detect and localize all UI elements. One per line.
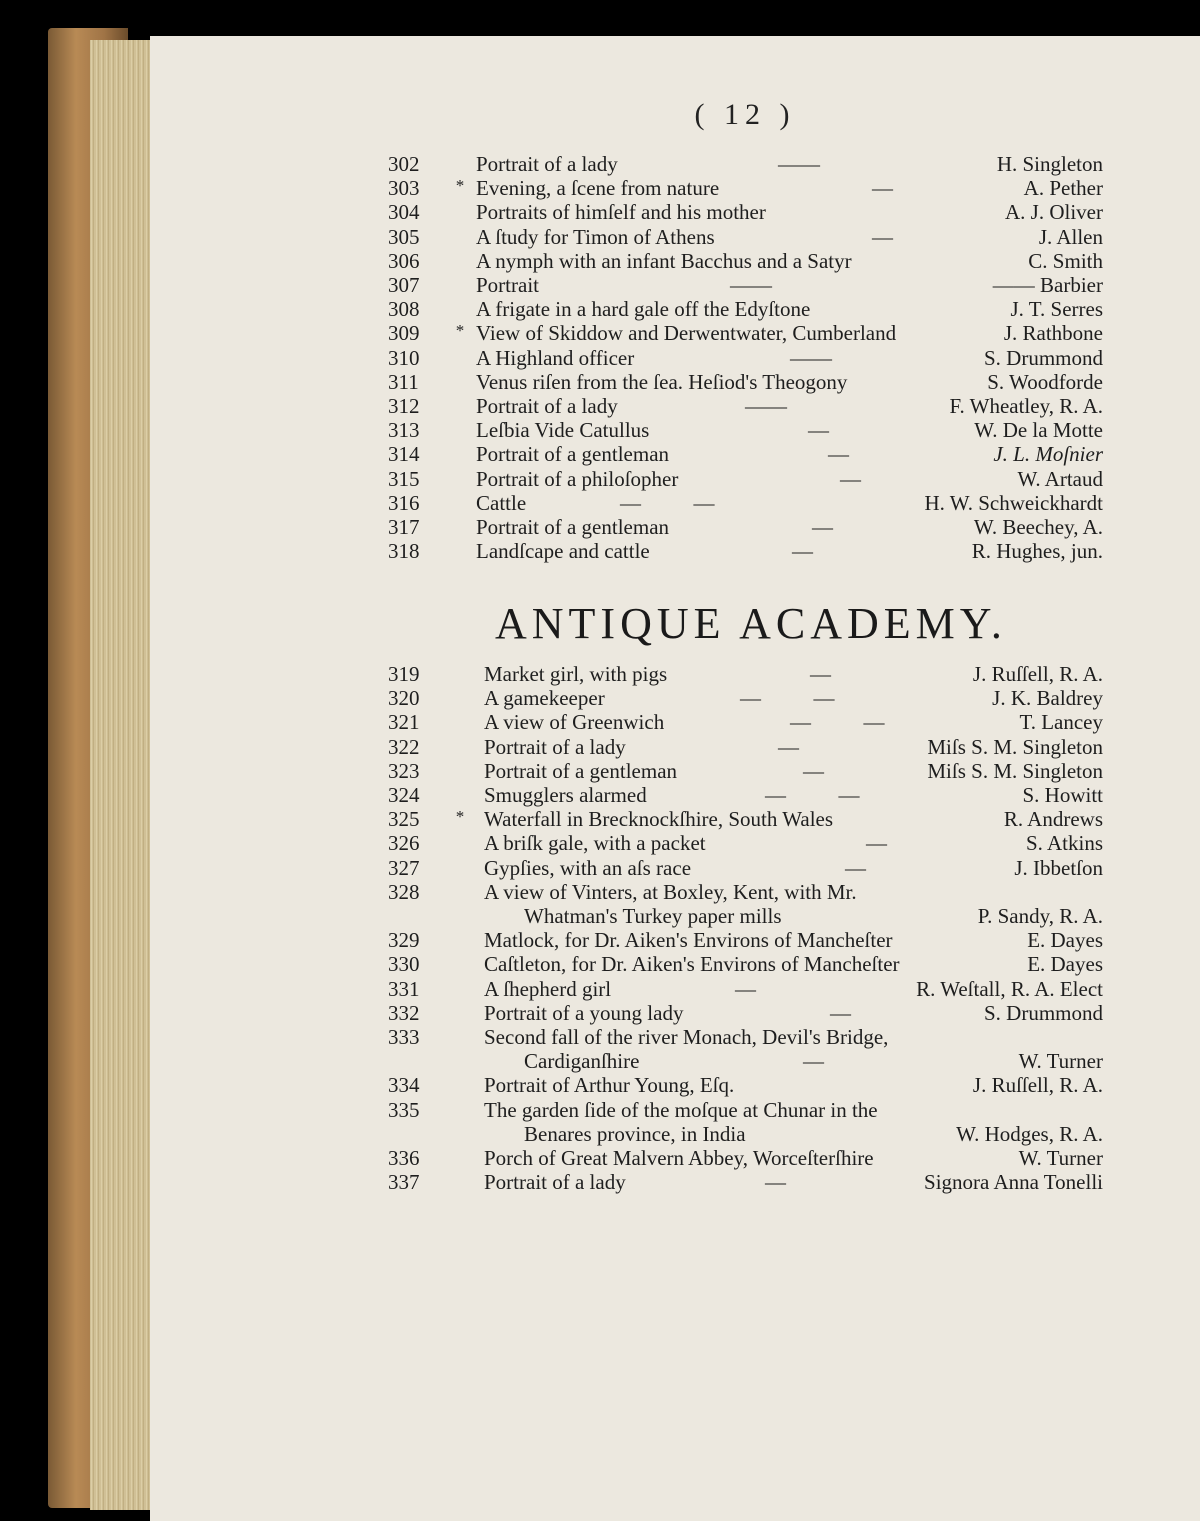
entry-number: 321 xyxy=(388,710,420,735)
entry-number: 319 xyxy=(388,662,420,686)
catalogue-entry xyxy=(0,394,1200,418)
catalogue-entry xyxy=(0,856,1200,880)
entry-dash: —— xyxy=(778,152,820,176)
entry-artist: Miſs S. M. Singleton xyxy=(927,734,1103,759)
catalogue-entry xyxy=(0,467,1200,491)
entry-title: Portrait of a gentleman xyxy=(476,515,670,539)
entry-artist: J. Ruſſell, R. A. xyxy=(972,1073,1103,1098)
entry-artist: R. Andrews xyxy=(1003,807,1103,832)
entry-title: Portrait of a young lady xyxy=(484,1000,684,1025)
entry-title: Smugglers alarmed xyxy=(484,783,647,807)
catalogue-entry xyxy=(0,735,1200,759)
catalogue-entry xyxy=(0,710,1200,734)
entry-dash: —— xyxy=(790,345,832,370)
entry-artist: W. De la Motte xyxy=(974,418,1103,443)
catalogue-entry xyxy=(0,928,1200,952)
entry-title: Portrait of a lady xyxy=(484,734,626,759)
catalogue-entry xyxy=(0,346,1200,370)
entry-number: 322 xyxy=(388,734,420,759)
entry-title: A ſhepherd girl xyxy=(484,976,612,1001)
entry-title: Portrait of a gentleman xyxy=(476,442,670,467)
entry-title: Portrait of a gentleman xyxy=(484,758,678,783)
entry-artist: Miſs S. M. Singleton xyxy=(927,758,1103,783)
catalogue-entry xyxy=(0,297,1200,321)
page-number: ( 12 ) xyxy=(694,98,796,131)
entry-title: A view of Greenwich xyxy=(484,710,665,735)
entry-dash: — xyxy=(840,466,861,491)
catalogue-entry xyxy=(0,1122,1200,1146)
entry-title: Benares province, in India xyxy=(524,1121,746,1146)
entry-artist: J. Allen xyxy=(1038,224,1103,249)
entry-dash: — xyxy=(765,1170,786,1195)
entry-title: A nymph with an infant Bacchus and a Satyr xyxy=(476,248,852,273)
catalogue-entry xyxy=(0,273,1200,297)
entry-number: 313 xyxy=(388,418,420,443)
entry-number: 314 xyxy=(388,442,420,467)
entry-number: 335 xyxy=(388,1097,420,1122)
entry-number: 316 xyxy=(388,490,420,515)
entry-artist: W. Beechey, A. xyxy=(973,515,1103,539)
entry-dash: — — xyxy=(790,710,885,735)
entry-artist: A. J. Oliver xyxy=(1005,200,1103,225)
entry-number: 325 xyxy=(388,807,420,832)
catalogue-entry xyxy=(0,1098,1200,1122)
entry-title: Caſtleton, for Dr. Aiken's Environs of Mancheſter xyxy=(484,952,900,977)
entry-title: Portrait of Arthur Young, Eſq. xyxy=(484,1073,735,1098)
entry-artist: J. T. Serres xyxy=(1010,297,1103,322)
entry-number: 332 xyxy=(388,1000,420,1025)
entry-dash: — xyxy=(812,515,833,539)
entry-number: 324 xyxy=(388,783,420,807)
entry-number: 310 xyxy=(388,345,420,370)
entry-title: Portrait xyxy=(476,273,539,297)
catalogue-entry xyxy=(0,904,1200,928)
catalogue-entry xyxy=(0,1073,1200,1097)
entry-artist: J. Ibbetſon xyxy=(1014,855,1103,880)
catalogue-entry xyxy=(0,1001,1200,1025)
entry-artist: W. Artaud xyxy=(1017,466,1103,491)
catalogue-entry xyxy=(0,249,1200,273)
entry-title: Gypſies, with an aſs race xyxy=(484,855,692,880)
entry-dash: — — xyxy=(765,783,860,807)
entry-dash: — xyxy=(803,758,824,783)
entry-dash: — xyxy=(872,224,893,249)
entry-number: 330 xyxy=(388,952,420,977)
entry-dash: — xyxy=(803,1049,824,1074)
entry-title: The garden ſide of the moſque at Chunar in the xyxy=(484,1097,878,1122)
entry-number: 304 xyxy=(388,200,420,225)
entry-dash: — xyxy=(810,662,831,686)
entry-artist: J. L. Moſnier xyxy=(993,442,1103,467)
entry-artist: —— Barbier xyxy=(992,273,1103,297)
entry-dash: — xyxy=(792,539,813,564)
entry-title: A frigate in a hard gale off the Edyſtone xyxy=(476,297,811,322)
entry-title: Second fall of the river Monach, Devil's Bridge, xyxy=(484,1025,889,1049)
catalogue-entry xyxy=(0,539,1200,563)
entry-dash: —— xyxy=(745,394,787,418)
entry-number: 323 xyxy=(388,758,420,783)
entry-artist: Signora Anna Tonelli xyxy=(924,1170,1103,1195)
entry-dash: — xyxy=(778,734,799,759)
entry-dash: —— xyxy=(730,273,772,297)
entry-title: A gamekeeper xyxy=(484,686,605,711)
catalogue-entry xyxy=(0,759,1200,783)
catalogue-entry xyxy=(0,321,1200,345)
entry-number: 326 xyxy=(388,831,420,856)
entry-number: 305 xyxy=(388,224,420,249)
catalogue-entry xyxy=(0,225,1200,249)
catalogue-entry xyxy=(0,686,1200,710)
entry-artist: H. Singleton xyxy=(996,152,1103,176)
entry-title: Portrait of a lady xyxy=(476,152,618,176)
entry-number: 334 xyxy=(388,1073,420,1098)
entry-title: View of Skiddow and Derwentwater, Cumberland xyxy=(476,321,897,346)
entry-artist: J. Rathbone xyxy=(1003,321,1103,346)
entry-number: 333 xyxy=(388,1025,420,1049)
entry-title: Portrait of a philoſopher xyxy=(476,466,679,491)
entry-artist: J. Ruſſell, R. A. xyxy=(972,662,1103,686)
entry-artist: S. Atkins xyxy=(1025,831,1103,856)
entry-number: 320 xyxy=(388,686,420,711)
new-work-asterisk: * xyxy=(455,321,465,341)
entry-dash: — xyxy=(866,831,887,856)
entry-number: 306 xyxy=(388,248,420,273)
new-work-asterisk: * xyxy=(455,807,465,827)
entry-artist: S. Drummond xyxy=(983,1000,1103,1025)
entry-title: Landſcape and cattle xyxy=(476,539,650,564)
catalogue-entry xyxy=(0,442,1200,466)
catalogue-entry xyxy=(0,952,1200,976)
entry-artist: A. Pether xyxy=(1023,176,1103,201)
entry-artist: F. Wheatley, R. A. xyxy=(949,394,1103,418)
entry-artist: W. Hodges, R. A. xyxy=(956,1121,1103,1146)
entry-artist: H. W. Schweickhardt xyxy=(924,490,1103,515)
entry-artist: J. K. Baldrey xyxy=(992,686,1103,711)
entry-dash: — xyxy=(830,1000,851,1025)
catalogue-entry xyxy=(0,807,1200,831)
entry-artist: S. Woodforde xyxy=(987,369,1103,394)
entry-artist: E. Dayes xyxy=(1027,928,1103,953)
entry-title: Whatman's Turkey paper mills xyxy=(524,904,782,928)
entry-artist: R. Weſtall, R. A. Elect xyxy=(916,976,1103,1001)
entry-dash: — — xyxy=(740,686,835,711)
entry-number: 318 xyxy=(388,539,420,564)
catalogue-entry xyxy=(0,977,1200,1001)
catalogue-entry xyxy=(0,1049,1200,1073)
entry-title: Cardiganſhire xyxy=(524,1049,640,1074)
entry-number: 307 xyxy=(388,273,420,297)
entry-dash: — — xyxy=(620,490,715,515)
entry-artist: P. Sandy, R. A. xyxy=(977,904,1103,928)
entry-title: Porch of Great Malvern Abbey, Worceſterſhire xyxy=(484,1146,874,1170)
entry-number: 329 xyxy=(388,928,420,953)
entry-artist: W. Turner xyxy=(1018,1146,1103,1170)
entry-title: A briſk gale, with a packet xyxy=(484,831,706,856)
entry-number: 312 xyxy=(388,394,420,418)
entry-artist: C. Smith xyxy=(1028,248,1103,273)
catalogue-entry xyxy=(0,515,1200,539)
entry-number: 308 xyxy=(388,297,420,322)
entry-number: 327 xyxy=(388,855,420,880)
catalogue-entry xyxy=(0,1025,1200,1049)
entry-number: 328 xyxy=(388,879,420,904)
catalogue-entry xyxy=(0,370,1200,394)
entry-number: 311 xyxy=(388,369,419,394)
catalogue-entry xyxy=(0,152,1200,176)
entry-dash: — xyxy=(808,418,829,443)
entry-title: Evening, a ſcene from nature xyxy=(476,176,720,201)
entry-number: 336 xyxy=(388,1146,420,1170)
catalogue-entry xyxy=(0,1170,1200,1194)
entry-dash: — xyxy=(872,176,893,201)
entry-number: 309 xyxy=(388,321,420,346)
catalogue-entry xyxy=(0,1146,1200,1170)
entry-number: 303 xyxy=(388,176,420,201)
catalogue-entry xyxy=(0,418,1200,442)
new-work-asterisk: * xyxy=(455,176,465,196)
entry-title: Matlock, for Dr. Aiken's Environs of Mancheſter xyxy=(484,928,893,953)
entry-number: 315 xyxy=(388,466,420,491)
catalogue-entry xyxy=(0,880,1200,904)
entry-artist: S. Howitt xyxy=(1022,783,1103,807)
entry-artist: T. Lancey xyxy=(1019,710,1103,735)
entry-artist: W. Turner xyxy=(1018,1049,1103,1074)
entry-title: A view of Vinters, at Boxley, Kent, with Mr. xyxy=(484,879,857,904)
entry-dash: — xyxy=(735,976,756,1001)
section-heading: ANTIQUE ACADEMY. xyxy=(495,599,1007,648)
entry-number: 302 xyxy=(388,152,420,176)
entry-title: Portraits of himſelf and his mother xyxy=(476,200,766,225)
catalogue-entry xyxy=(0,176,1200,200)
entry-title: Cattle xyxy=(476,490,527,515)
entry-number: 337 xyxy=(388,1170,420,1195)
entry-title: Leſbia Vide Catullus xyxy=(476,418,650,443)
entry-artist: S. Drummond xyxy=(983,345,1103,370)
catalogue-entry xyxy=(0,491,1200,515)
entry-number: 317 xyxy=(388,515,420,539)
catalogue-entry xyxy=(0,200,1200,224)
entry-dash: — xyxy=(828,442,849,467)
entry-title: Portrait of a lady xyxy=(484,1170,626,1195)
entry-title: A ſtudy for Timon of Athens xyxy=(476,224,715,249)
entry-artist: R. Hughes, jun. xyxy=(971,539,1103,564)
entry-title: Market girl, with pigs xyxy=(484,662,668,686)
entry-artist: E. Dayes xyxy=(1027,952,1103,977)
entry-title: Waterfall in Brecknockſhire, South Wales xyxy=(484,807,834,832)
catalogue-entry xyxy=(0,783,1200,807)
entry-title: Portrait of a lady xyxy=(476,394,618,418)
entry-number: 331 xyxy=(388,976,420,1001)
catalogue-entry xyxy=(0,662,1200,686)
entry-dash: — xyxy=(845,855,866,880)
entry-title: Venus riſen from the ſea. Heſiod's Theogony xyxy=(476,369,848,394)
catalogue-entry xyxy=(0,831,1200,855)
entry-title: A Highland officer xyxy=(476,345,635,370)
